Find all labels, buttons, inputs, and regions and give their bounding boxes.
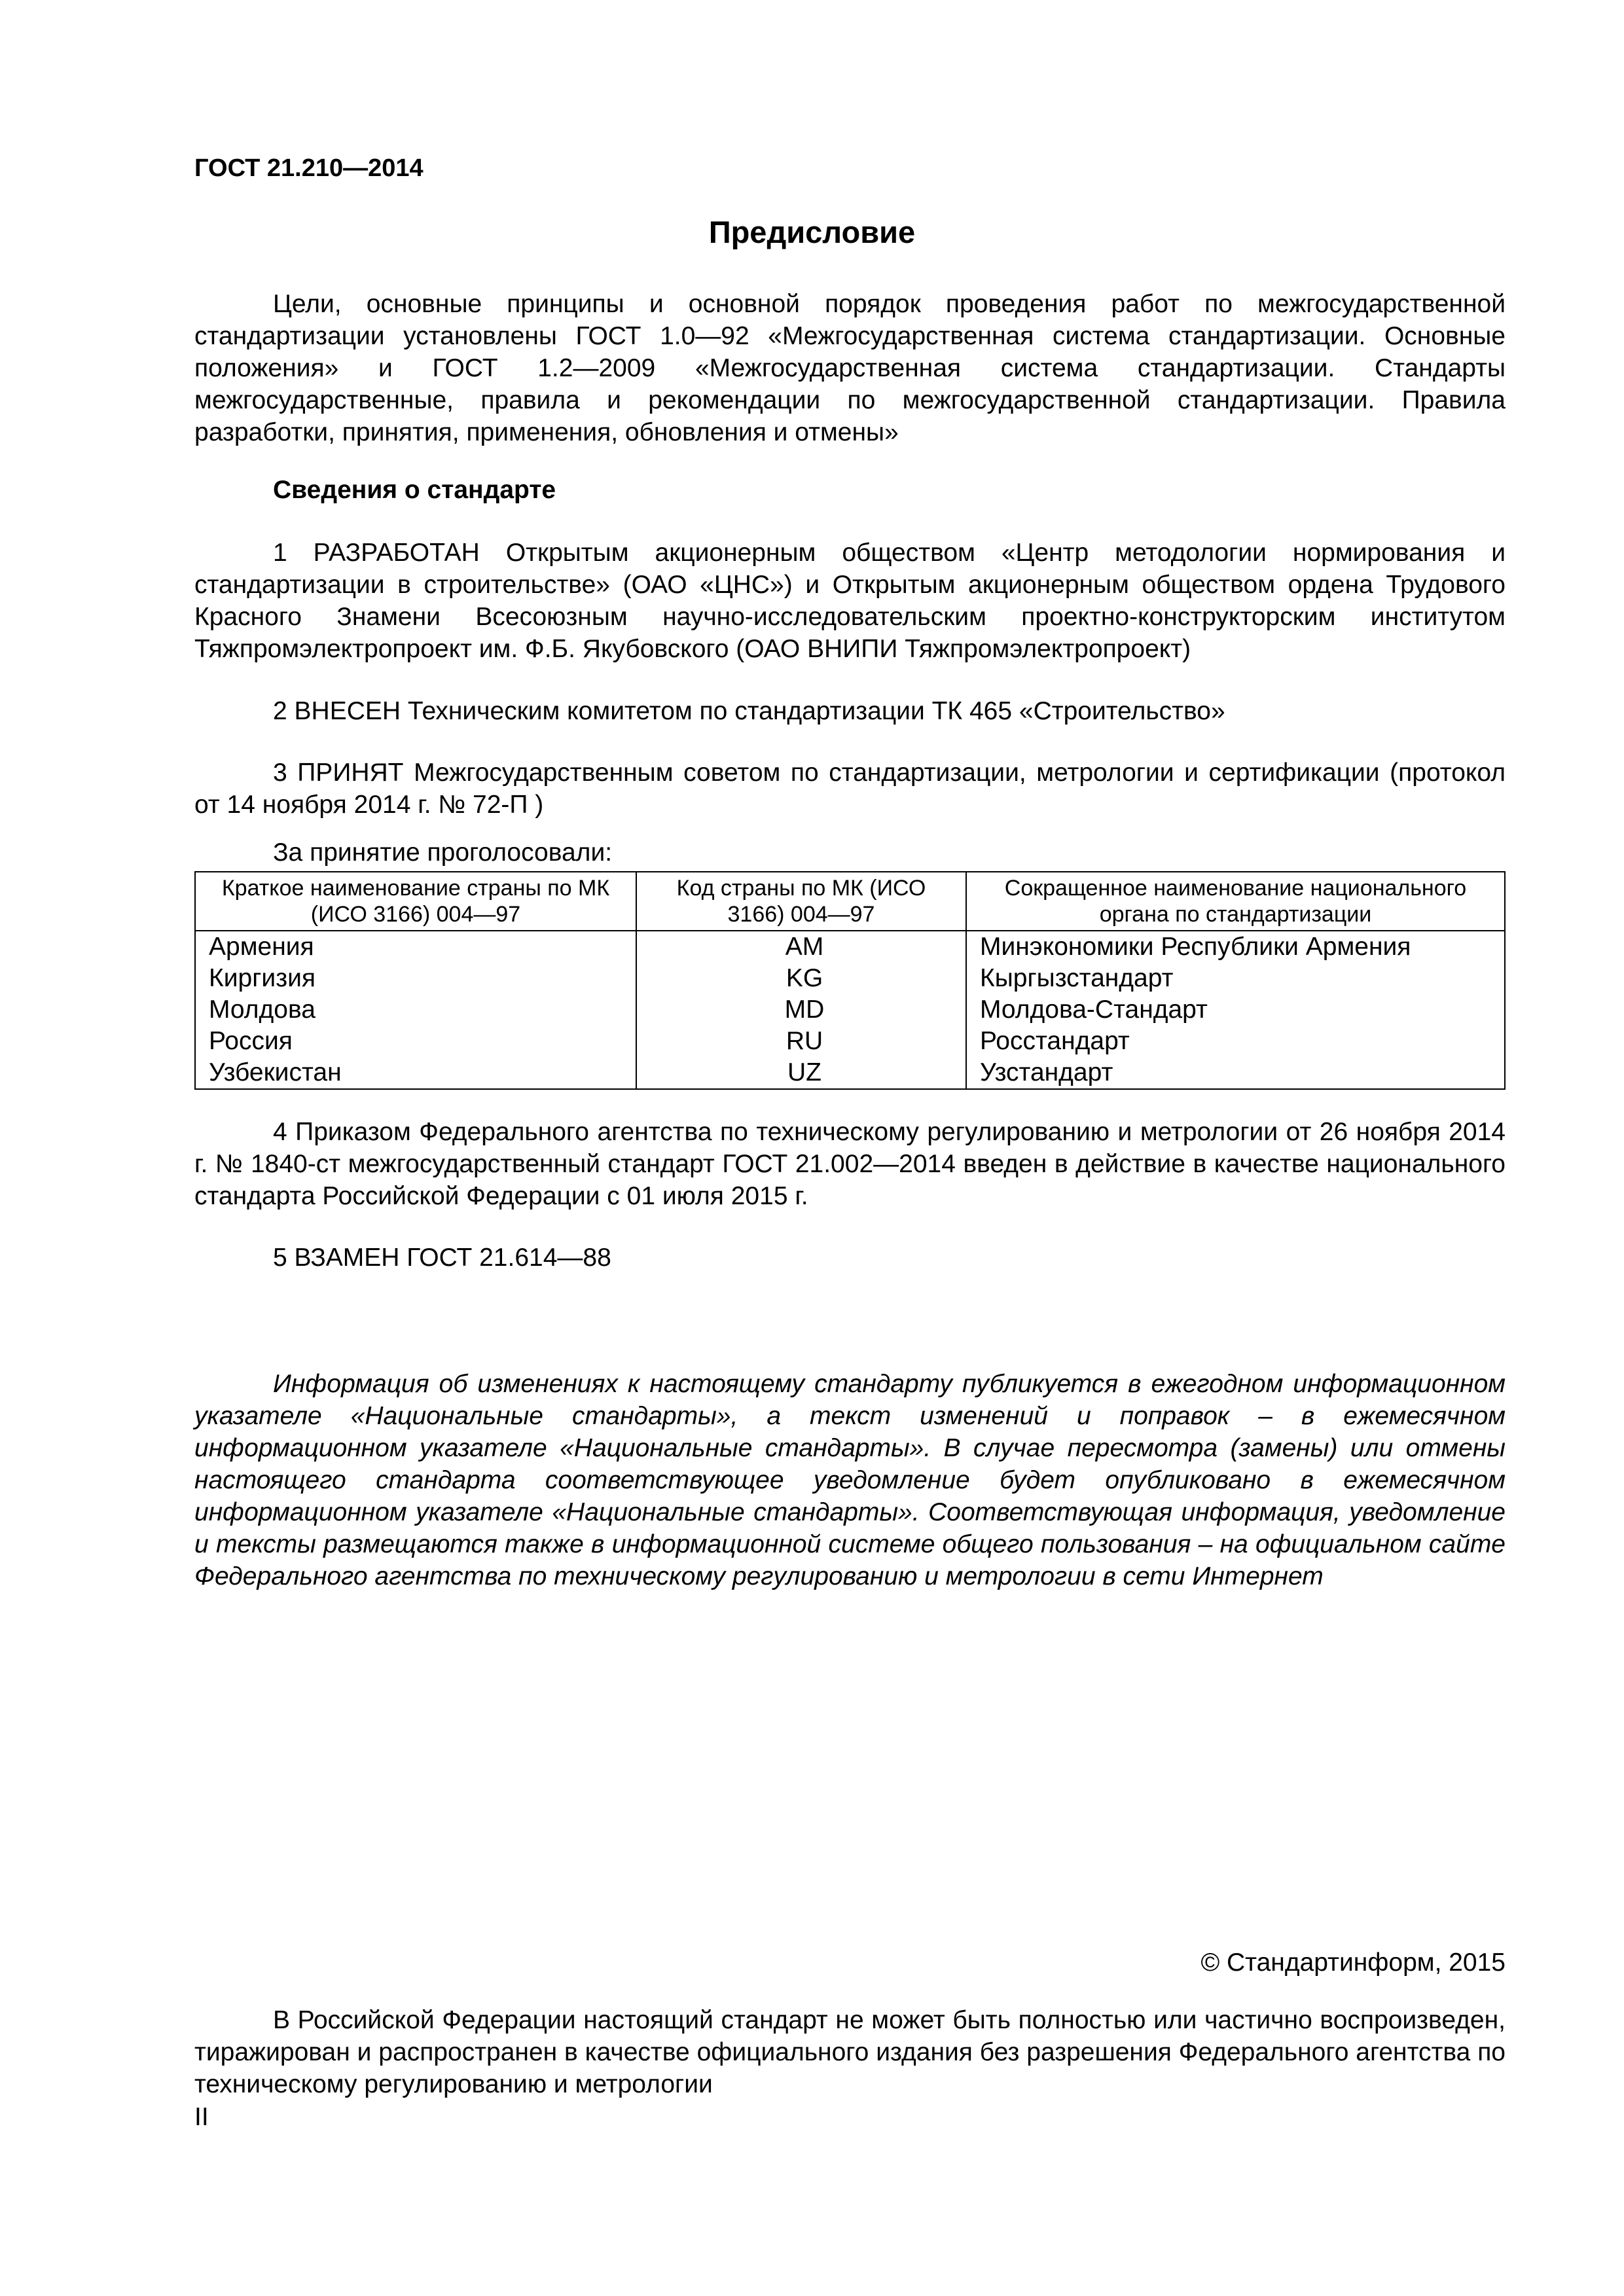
item-3-paragraph: 3 ПРИНЯТ Межгосударственным советом по стандартизации, метрологии и сертификации (протокол от 14 ноября 2014 г. № 72-П ) [194,759,1506,819]
table-row [195,931,1505,963]
item-2-paragraph: 2 ВНЕСЕН Техническим комитетом по стандартизации ТК 465 «Строительство» [273,697,1225,725]
item-4-paragraph: 4 Приказом Федерального агентства по техническому регулированию и метрологии от 26 ноября 2014 г. № 1840-ст межгосударственный стандарт ГОСТ 21.002—2014 введен в действие в качестве национального стандарта Российской Федерации с 01 июля 2015 г. [194,1118,1506,1210]
country-cell: Армения [195,931,636,963]
code-cell: UZ [636,1057,966,1089]
country-cell: Россия [195,1026,636,1057]
rights-paragraph: В Российской Федерации настоящий стандарт не может быть полностью или частично воспроизведен, тиражирован и распространен в качестве официального издания без разрешения Федерального агентства по техническому регулированию и метрологии [194,2006,1506,2098]
section-title: Сведения о стандарте [273,476,556,504]
votes-table [194,871,1506,1090]
changes-info-paragraph: Информация об изменениях к настоящему стандарту публикуется в ежегодном информационном указателе «Национальные стандарты», а текст изменений и поправок – в ежемесячном информационном указателе «Национальные стандарты». В случае пересмотра (замены) или отмены настоящего стандарта соответствующее уведомление будет опубликовано в ежемесячном информационном указателе «Национальные стандарты». Соответствующая информация, уведомление и тексты размещаются также в информационной системе общего пользования – на официальном сайте Федерального агентства по техническому регулированию и метрологии в сети Интернет [194,1370,1506,1590]
table-header-row [195,872,1505,931]
body-cell: Узстандарт [966,1057,1505,1089]
item-1-paragraph: 1 РАЗРАБОТАН Открытым акционерным обществом «Центр методологии нормирования и стандартизации в строительстве» (ОАО «ЦНС») и Открытым акционерным обществом ордена Трудового Красного Знамени Всесоюзным научно-исследовательским проектно-конструкторским институтом Тяжпромэлектропроект им. Ф.Б. Якубовского (ОАО ВНИПИ Тяжпромэлектропроект) [194,539,1506,663]
intro-paragraph: Цели, основные принципы и основной порядок проведения работ по межгосударственной стандартизации установлены ГОСТ 1.0—92 «Межгосударственная система стандартизации. Основные положения» и ГОСТ 1.2—2009 «Межгосударственная система стандартизации. Стандарты межгосударственные, правила и рекомендации по межгосударственной стандартизации. Правила разработки, принятия, применения, обновления и отмены» [194,290,1506,446]
document-header: ГОСТ 21.210—2014 [194,154,424,182]
body-cell: Кыргызстандарт [966,963,1505,994]
country-cell: Киргизия [195,963,636,994]
vote-label: За принятие проголосовали: [273,838,613,867]
item-5-paragraph: 5 ВЗАМЕН ГОСТ 21.614—88 [273,1244,611,1272]
table-header-country: Краткое наименование страны по МК (ИСО 3166) 004—97 [195,872,636,931]
table-row [195,994,1505,1026]
body-cell: Минэкономики Республики Армения [966,931,1505,963]
country-cell: Узбекистан [195,1057,636,1089]
body-cell: Росстандарт [966,1026,1505,1057]
country-cell: Молдова [195,994,636,1026]
code-cell: MD [636,994,966,1026]
copyright-notice: © Стандартинформ, 2015 [1200,1948,1506,1977]
page-number: II [194,2103,209,2131]
page-title: Предисловие [708,215,916,249]
code-cell: KG [636,963,966,994]
table-row [195,1057,1505,1089]
table-header-body: Сокращенное наименование национального органа по стандартизации [966,872,1505,931]
table-row [195,963,1505,994]
code-cell: AM [636,931,966,963]
table-row [195,1026,1505,1057]
body-cell: Молдова-Стандарт [966,994,1505,1026]
table-header-code: Код страны по МК (ИСО 3166) 004—97 [636,872,966,931]
code-cell: RU [636,1026,966,1057]
